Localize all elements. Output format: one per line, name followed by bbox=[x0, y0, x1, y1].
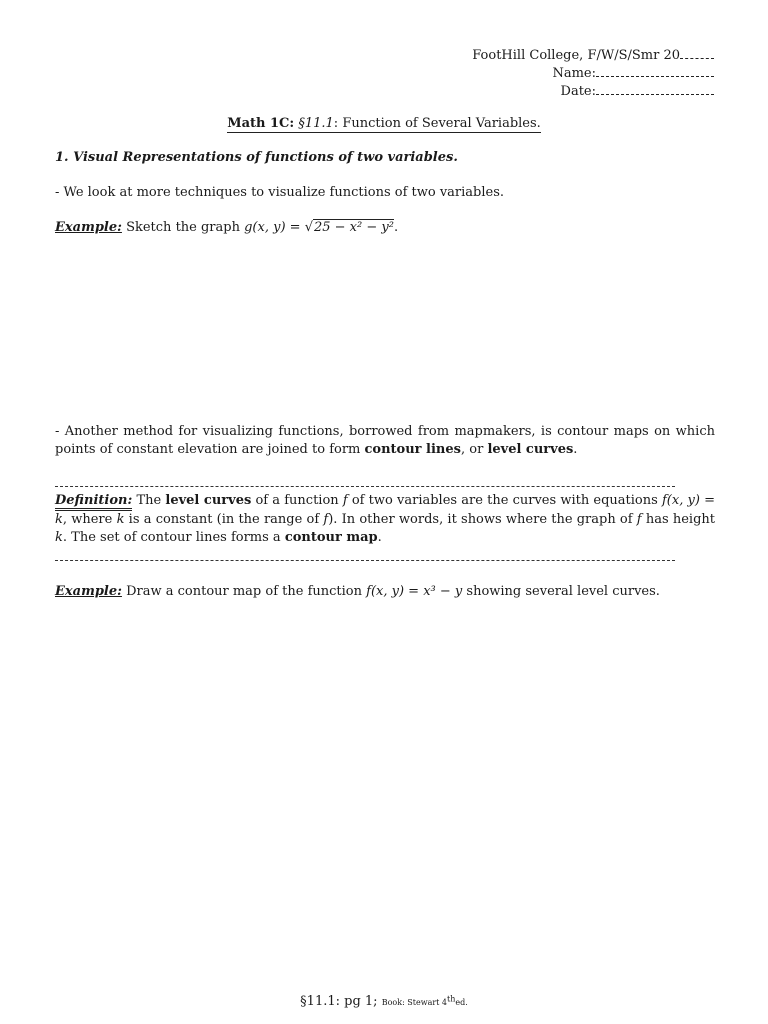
title-colon: : bbox=[333, 116, 339, 131]
header-date bbox=[561, 84, 714, 99]
contour-intro bbox=[55, 423, 715, 459]
math-f: f bbox=[636, 512, 642, 527]
level-curves-term: level curves bbox=[487, 442, 574, 457]
definition-text: is a constant (in the range of bbox=[124, 512, 324, 527]
definition-text: has height bbox=[641, 512, 715, 527]
header-name bbox=[552, 66, 714, 81]
footer-page: §11.1: pg 1; bbox=[300, 994, 378, 1009]
definition-text: , where bbox=[62, 512, 117, 527]
footer-sup: th bbox=[447, 994, 456, 1004]
example-1-func-lhs: g(x, y) = bbox=[244, 220, 301, 235]
definition-text: ). In other words, it shows where the graph of bbox=[328, 512, 637, 527]
page-footer bbox=[0, 994, 768, 1009]
date-label: Date: bbox=[560, 84, 596, 99]
year-blank bbox=[680, 48, 714, 59]
sqrt-symbol: √ bbox=[304, 220, 313, 235]
math-k: k bbox=[116, 512, 125, 527]
section-heading: 1. Visual Representations of functions of two variables. bbox=[55, 150, 458, 165]
topic-name: Function of Several Variables. bbox=[342, 116, 541, 131]
example-2 bbox=[55, 583, 715, 601]
example-2-label: Example: bbox=[55, 584, 122, 599]
definition-text: The bbox=[132, 493, 166, 508]
header-college bbox=[472, 48, 714, 63]
definition-label: Definition: bbox=[55, 494, 132, 511]
math-f: f bbox=[323, 512, 329, 527]
college-text: FootHill College, F/W/S/Smr 20 bbox=[472, 48, 680, 63]
example-1-text: Sketch the graph bbox=[126, 220, 240, 235]
example-2-text: Draw a contour map of the function bbox=[126, 584, 363, 599]
definition-text: . The set of contour lines forms a bbox=[62, 530, 285, 545]
sqrt-argument: 25 − x² − y² bbox=[313, 220, 394, 235]
definition-text: . bbox=[377, 530, 382, 545]
math-k: k bbox=[55, 530, 63, 545]
definition-block bbox=[55, 492, 715, 547]
contour-intro-mid: , or bbox=[460, 442, 488, 457]
example-1 bbox=[55, 219, 715, 237]
definition-text: of two variables are the curves with equations bbox=[347, 493, 662, 508]
level-curve-equation: f(x, y) = k bbox=[55, 493, 716, 527]
contour-intro-text: - Another method for visualizing functions, borrowed from mapmakers, is contour maps on which points of constant elevation are joined to form bbox=[55, 424, 715, 457]
footer-ed: ed. bbox=[455, 998, 468, 1007]
section-number: §11.1 bbox=[298, 116, 334, 131]
name-label: Name: bbox=[552, 66, 596, 81]
page-title bbox=[0, 116, 768, 133]
example-1-end: . bbox=[393, 220, 399, 235]
date-blank bbox=[596, 84, 714, 95]
example-1-label: Example: bbox=[55, 220, 122, 235]
divider-bottom bbox=[55, 560, 675, 561]
contour-map-bold: contour map bbox=[284, 530, 378, 545]
example-2-func: f(x, y) = x³ − y bbox=[366, 584, 463, 599]
definition-text: of a function bbox=[251, 493, 343, 508]
contour-lines-term: contour lines bbox=[364, 442, 461, 457]
example-2-end: showing several level curves. bbox=[466, 584, 660, 599]
divider-top bbox=[55, 486, 675, 487]
math-f: f bbox=[342, 493, 348, 508]
footer-book: Book: Stewart 4 bbox=[381, 998, 448, 1007]
course-name: Math 1C: bbox=[227, 116, 295, 131]
name-blank bbox=[596, 66, 714, 77]
contour-intro-end: . bbox=[573, 442, 578, 457]
level-curves-bold: level curves bbox=[165, 493, 252, 508]
intro-text: - We look at more techniques to visualize functions of two variables. bbox=[55, 185, 505, 200]
